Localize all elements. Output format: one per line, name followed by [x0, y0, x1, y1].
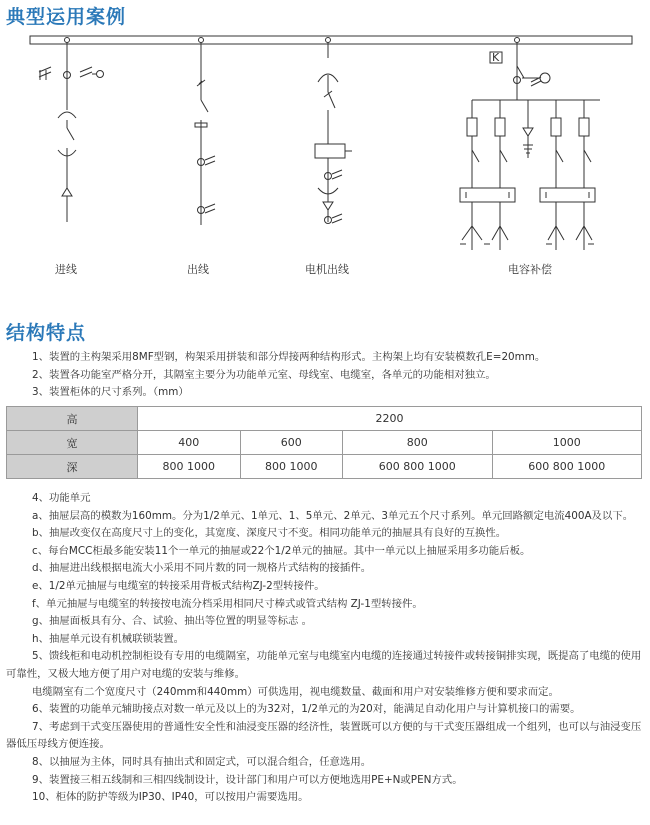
intro-item: 1、装置的主构架采用8MF型钢，构架采用拼装和部分焊接两种结构形式。主构架上均有安装模数孔E=20mm。 [32, 351, 546, 363]
body-item: 4、功能单元 [32, 492, 91, 504]
body-item: f、单元抽屉与电缆室的转接按电流分档采用相同尺寸棒式或管式结构 ZJ-1型转接件。 [32, 597, 423, 610]
body-item: 5、馈线柜和电动机控制柜设有专用的电缆隔室，功能单元室与电缆室内电缆的连接通过转接件或转接铜排实现，既提高了电缆的使用可靠性，又极大地方便了用户对电缆的安装与维修。 [6, 650, 642, 680]
table-row [7, 431, 642, 455]
table-cell: 600 [240, 431, 343, 455]
switch-label: K [492, 51, 500, 64]
table-cell: 2200 [138, 407, 642, 431]
caption-capacitor: 电容补偿 [508, 263, 552, 276]
table-cell: 1000 [492, 431, 641, 455]
caption-outgoing: 出线 [187, 263, 209, 276]
body-item: 电缆隔室有二个宽度尺寸（240mm和440mm）可供选用，视电缆数量、截面和用户对安装维修方便和要求而定。 [32, 685, 559, 698]
section-title-applications: 典型运用案例 [6, 6, 127, 28]
body-item: 7、考虑到干式变压器使用的普通性安全性和油浸变压器的经济性，装置既可以方便的与干式变压器组成一个组列，也可以与油浸变压器低压母线方便连接。 [6, 720, 642, 751]
body-item: g、抽屉面板具有分、合、试验、抽出等位置的明显等标志 。 [32, 615, 313, 628]
body-item: h、抽屉单元设有机械联锁装置。 [32, 632, 185, 645]
table-cell: 600 800 1000 [492, 455, 641, 479]
row-header: 宽 [7, 431, 138, 455]
body-item: 10、柜体的防护等级为IP30、IP40，可以按用户需要选用。 [32, 791, 309, 804]
intro-item: 2、装置各功能室严格分开，其隔室主要分为功能单元室、母线室、电缆室，各单元的功能相对独立。 [32, 368, 496, 381]
body-item: 6、装置的功能单元辅助接点对数一单元及以上的为32对，1/2单元的为20对，能满足自动化用户与计算机接口的需要。 [32, 703, 581, 716]
capacitor-compensation [460, 38, 600, 251]
dimension-table [6, 406, 642, 479]
caption-motor: 电机出线 [305, 263, 349, 276]
single-line-diagram [0, 28, 650, 280]
body-item: 9、装置接三相五线制和三相四线制设计，设计部门和用户可以方便地选用PE+N或PEN方式。 [32, 773, 463, 786]
motor-feeder [315, 38, 352, 224]
table-row [7, 455, 642, 479]
table-cell: 800 1000 [138, 455, 241, 479]
caption-incoming: 进线 [55, 263, 77, 276]
table-cell: 800 1000 [240, 455, 343, 479]
table-cell: 400 [138, 431, 241, 455]
body-item: c、每台MCC柜最多能安装11个一单元的抽屉或22个1/2单元的抽屉。其中一单元以上抽屉采用多功能后板。 [32, 544, 531, 557]
outgoing-feeder [195, 38, 215, 226]
intro-item: 3、装置柜体的尺寸系列。（mm） [32, 386, 189, 399]
body-item: a、抽屉层高的模数为160mm。分为1/2单元、1单元、1、5单元、2单元、3单元五个尺寸系列。单元回路额定电流400A及以下。 [32, 509, 634, 522]
body-item: d、抽屉进出线根据电流大小采用不同片数的同一规格片式结构的接插件。 [32, 562, 372, 575]
row-header: 高 [7, 407, 138, 431]
incoming-feeder [39, 38, 104, 223]
section-title-features: 结构特点 [6, 322, 87, 344]
body-item: e、1/2单元抽屉与电缆室的转接采用背板式结构ZJ-2型转接件。 [32, 579, 325, 592]
table-row [7, 407, 642, 431]
table-cell: 600 800 1000 [343, 455, 492, 479]
row-header: 深 [7, 455, 138, 479]
body-item: 8、以抽屉为主体，同时具有抽出式和固定式，可以混合组合，任意选用。 [32, 755, 372, 768]
body-item: b、抽屉改变仅在高度尺寸上的变化，其宽度、深度尺寸不变。相同功能单元的抽屉具有良好的互换性。 [32, 527, 507, 540]
table-cell: 800 [343, 431, 492, 455]
intro-list [6, 349, 642, 402]
body-list [6, 490, 642, 807]
